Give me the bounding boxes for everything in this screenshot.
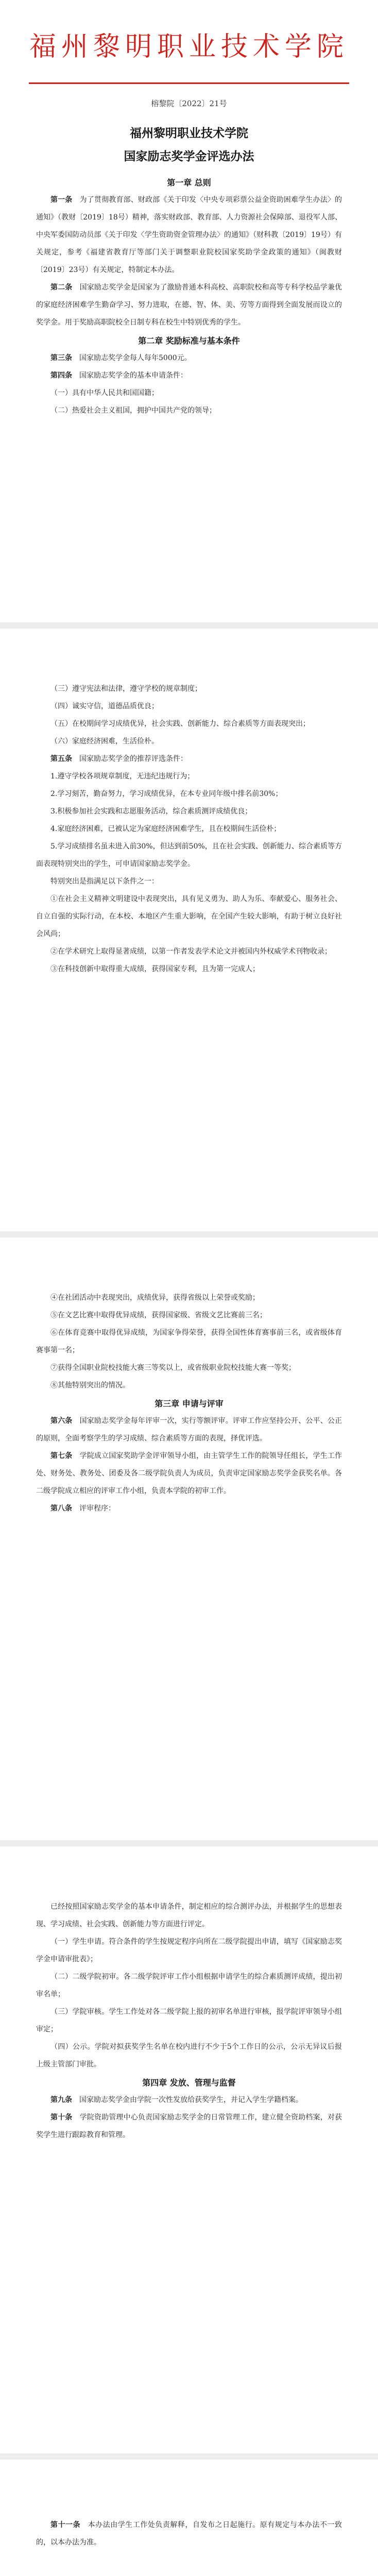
paragraph bbox=[36, 2091, 342, 2109]
chapter-heading: 第二章 奖励标准与基本条件 bbox=[138, 336, 240, 346]
article-text: 评审程序： bbox=[79, 1504, 115, 1513]
page-1-body bbox=[36, 173, 342, 419]
paragraph: 特别突出是指满足以下条件之一： bbox=[50, 877, 159, 886]
list-item: （一）学生申请。符合条件的学生按规定程序向所在二级学院提出申请，填写《国家励志奖学金申请审批表》； bbox=[36, 1938, 342, 1963]
article-text: 国家励志奖学金每年评审一次，实行等额评审。评审工作应坚持公开、公平、公正的原则，全面考察学生的学习成绩、综合素质等方面的表现，择优评选。 bbox=[36, 1417, 342, 1443]
article-number: 第九条 bbox=[50, 2096, 72, 2104]
list-item: （五）在校期间学习成绩优异，社会实践、创新能力、综合素质等方面表现突出； bbox=[50, 720, 310, 728]
paragraph: 已经按照国家励志奖学金的基本申请条件，制定相应的综合测评办法，并根据学生的思想表现、学习成绩、社会实践、创新能力等方面进行评定。 bbox=[36, 1903, 342, 1928]
article-text: 国家励志奖学金每人每年5000元。 bbox=[79, 354, 192, 362]
list-item: 3.积极参加社会实践和志愿服务活动，综合素质测评成绩优良； bbox=[50, 807, 252, 816]
list-item: ⑦获得全国职业院校技能大赛三等奖以上，或省级职业院校技能大赛一等奖； bbox=[50, 1364, 296, 1372]
document-title-line1: 福州黎明职业技术学院 bbox=[130, 127, 248, 140]
page-3 bbox=[0, 1238, 378, 1840]
list-item: 2.学习刻苦，勤奋努力，学习成绩优异，在本专业同年级中排名前30%； bbox=[50, 790, 283, 798]
list-item: （三）遵守宪法和法律，遵守学校的规章制度； bbox=[50, 685, 202, 693]
article-text: 国家励志奖学金的基本申请条件： bbox=[79, 371, 187, 380]
article-text: 本办法由学生工作处负责解释，自发布之日起施行。原有规定与本办法不一致的，以本办法为准。 bbox=[36, 2521, 342, 2547]
article-number: 第四条 bbox=[50, 371, 72, 380]
article-number: 第三条 bbox=[50, 354, 72, 362]
article-number: 第二条 bbox=[50, 283, 73, 292]
list-item: （四）公示。学院对拟获奖学生名单在校内进行不少于5个工作日的公示，公示无异议后报上级主管部门审批。 bbox=[36, 2043, 342, 2069]
list-item: ②在学术研究上取得显著成绩，以第一作者发表学术论文并被国内外权威学术刊物收录； bbox=[50, 947, 332, 956]
article-text: 学院成立国家奖助学金评审领导小组，由主管学生工作的院领导任组长，学生工作处、财务处、教务处、团委及各二级学院负责人为成员，负责审定国家励志奖学金获奖名单。各二级学院成立相应的评审工作小组，负责本学院的初审工作。 bbox=[36, 1452, 342, 1495]
chapter-heading: 第四章 发放、管理与监督 bbox=[142, 2078, 236, 2088]
paragraph bbox=[36, 367, 342, 384]
list-item: 5.学习成绩排名虽未进入前30%，但达到前50%，且在社会实践、创新能力、综合素质等方面表现特别突出的学生，可申请国家励志奖学金。 bbox=[36, 842, 342, 868]
article-text: 学院资助管理中心负责国家励志奖学金的日常管理工作，建立健全资助档案，对获奖学生进行跟踪教育和管理。 bbox=[36, 2113, 342, 2139]
page-2-body bbox=[36, 680, 342, 978]
header-red-rule bbox=[29, 82, 349, 84]
page-5 bbox=[0, 2460, 378, 2576]
paragraph bbox=[36, 349, 342, 367]
article-text: 国家励志奖学金由学院一次性发放给获奖学生，并记入学生学籍档案。 bbox=[79, 2096, 303, 2104]
list-item: （三）学院审核。学生工作处对各二级学院上报的初审名单进行审核，报学院评审领导小组审定； bbox=[36, 2008, 342, 2033]
list-item: ⑥在体育竞赛中取得优异成绩，为国家争得荣誉，获得全国性体育赛事前三名，或省级体育赛事第一名； bbox=[36, 1329, 342, 1354]
list-item: ①在社会主义精神文明建设中表现突出，具有见义勇为、助人为乐、奉献爱心、服务社会、自立自强的实际行动，在本校、本地区产生重大影响，在全国产生较大影响，有助于树立良好社会风尚； bbox=[36, 895, 342, 938]
document-title-line2: 国家励志奖学金评选办法 bbox=[124, 150, 254, 163]
article-number: 第一条 bbox=[50, 196, 73, 204]
list-item: 1.遵守学校各项规章制度，无违纪违规行为； bbox=[50, 772, 195, 781]
paragraph bbox=[36, 750, 342, 768]
list-item: 4.家庭经济困难，已被认定为家庭经济困难学生，且在校期间生活俭朴； bbox=[50, 825, 281, 833]
article-number: 第八条 bbox=[50, 1504, 72, 1513]
paragraph bbox=[36, 191, 342, 279]
page-4-body bbox=[36, 1898, 342, 2144]
paragraph bbox=[36, 1447, 342, 1500]
paragraph bbox=[36, 279, 342, 331]
list-item: ⑤在文艺比赛中取得优异成绩，获得国家级、省级文艺比赛前三名； bbox=[50, 1311, 267, 1319]
header-institution-title: 福州黎明职业技术学院 bbox=[29, 31, 349, 62]
list-item: ④在社团活动中表现突出，成绩优异，获得省级以上荣誉或奖励； bbox=[50, 1294, 260, 1302]
article-number: 第七条 bbox=[50, 1452, 73, 1460]
article-number: 第六条 bbox=[50, 1417, 73, 1425]
article-text: 国家励志奖学金的推荐评选条件： bbox=[79, 755, 187, 763]
paragraph bbox=[36, 1500, 342, 1517]
article-number: 第五条 bbox=[50, 755, 72, 763]
article-text: 国家励志奖学金是国家为了激励普通本科高校、高职院校和高等专科学校品学兼优的家庭经济困难学生勤奋学习、努力进取，在德、智、体、美、劳等方面得到全面发展而设立的奖学金。用于奖励高职院校全日制专科在校生中特别优秀的学生。 bbox=[36, 283, 342, 327]
paragraph bbox=[36, 2109, 342, 2144]
list-item: ③在科技创新中取得重大成绩，获得国家专利，且为第一完成人； bbox=[50, 965, 260, 973]
article-text: 为了贯彻教育部、财政部《关于印发〈中央专项彩票公益金资助困难学生办法〉的通知》（教财〔2019〕18号）精神，落实财政部、教育部、人力资源社会保障部、退役军人部、中央军委国防动员部《关于印发〈学生资助资金管理办法〉的通知》（财科教〔2019〕19号）有关规定，参考《福建省教育厅等部门关于调整职业院校国家奖助学金政策的通知》（闽教财〔2019〕23号）有关规定，特制定本办法。 bbox=[36, 196, 342, 274]
chapter-heading: 第一章 总则 bbox=[167, 178, 211, 188]
list-item: （六）家庭经济困难，生活俭朴。 bbox=[50, 737, 159, 745]
chapter-heading: 第三章 申请与评审 bbox=[154, 1399, 224, 1409]
list-item: （四）诚实守信，道德品质优良； bbox=[50, 702, 159, 710]
list-item: （一）具有中华人民共和国国籍； bbox=[50, 389, 159, 397]
article-number: 第十条 bbox=[50, 2113, 73, 2122]
list-item: ⑧其他特别突出的情况。 bbox=[50, 1381, 130, 1389]
article-number: 第十一条 bbox=[50, 2521, 81, 2529]
page-5-body bbox=[36, 2516, 342, 2551]
document-number: 榕黎院〔2022〕21号 bbox=[151, 99, 227, 108]
page-4 bbox=[0, 1846, 378, 2453]
paragraph bbox=[36, 2516, 342, 2551]
page-1 bbox=[0, 0, 378, 622]
list-item: （二）热爱社会主义祖国，拥护中国共产党的领导； bbox=[50, 406, 216, 415]
list-item: （二）二级学院初审。各二级学院评审工作小组根据申请学生的综合素质测评成绩，提出初审名单； bbox=[36, 1973, 342, 1998]
page-2 bbox=[0, 629, 378, 1231]
paragraph bbox=[36, 1412, 342, 1447]
page-3-body bbox=[36, 1289, 342, 1517]
